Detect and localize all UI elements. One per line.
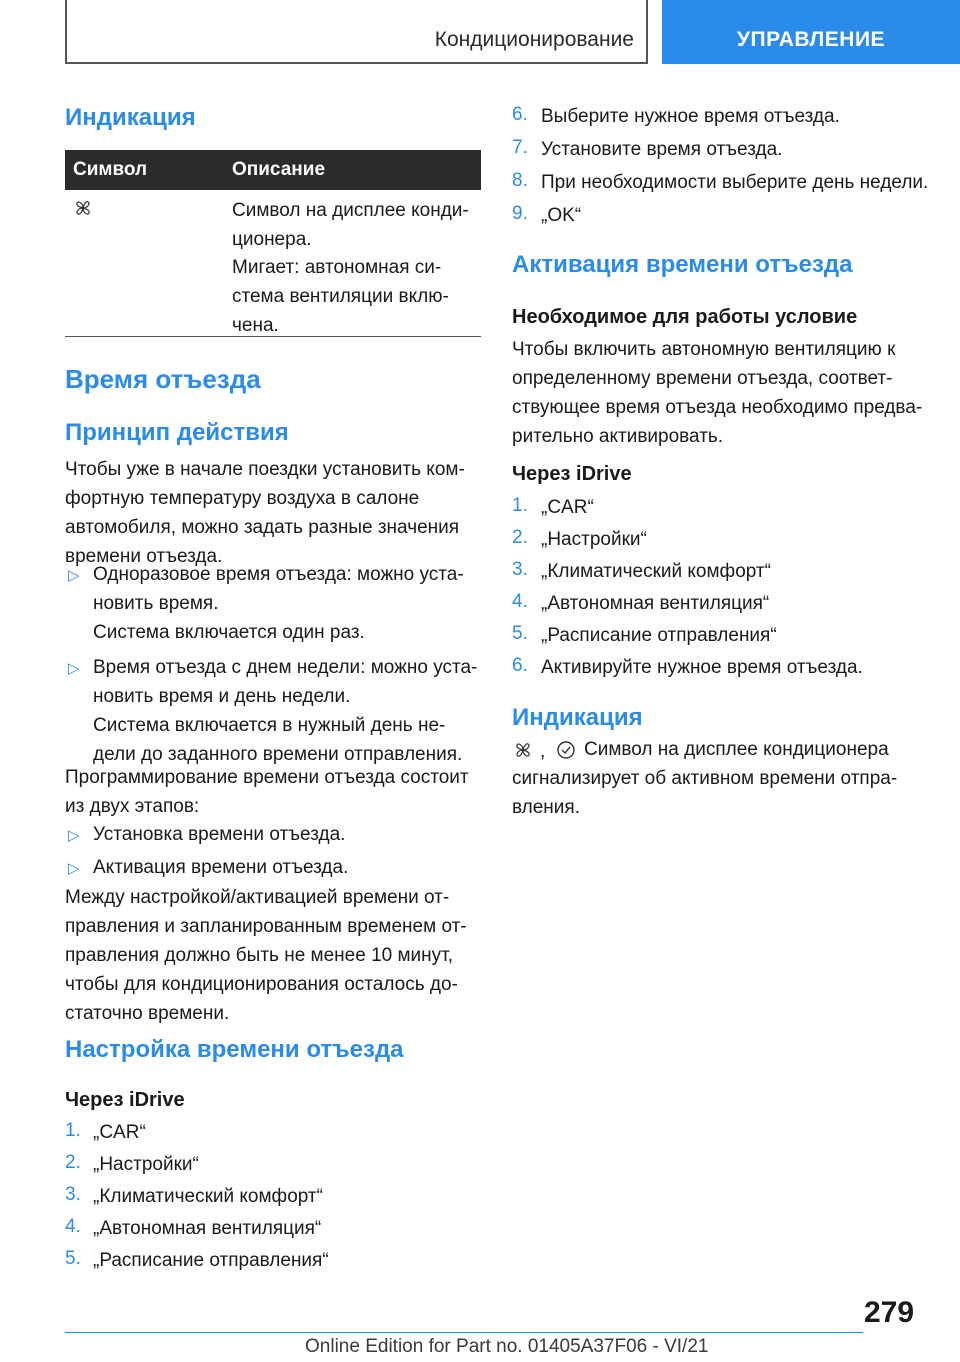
text-line: новить время и день недели. [93, 686, 351, 707]
bullet-item-1-sub: Система включается один раз. [93, 622, 365, 643]
text-line: времени отъезда. [65, 546, 223, 567]
text-line: статочно времени. [65, 1003, 230, 1024]
list-item [512, 203, 932, 236]
requirement-paragraph [512, 335, 922, 451]
step-text: „Расписание отправления“ [93, 1250, 329, 1271]
text-line: Чтобы уже в начале поездки установить ком- [65, 459, 465, 480]
right-steps-cont [512, 104, 932, 236]
bullet-item-2 [93, 653, 477, 711]
list-item [512, 527, 932, 559]
step-number: 8. [512, 170, 528, 191]
text-line: Между настройкой/активацией времени от- [65, 887, 450, 908]
step-number: 6. [512, 655, 528, 676]
list-item [512, 623, 932, 655]
text-line: Время отъезда с днем недели: можно уста- [93, 657, 478, 678]
step-number: 3. [65, 1184, 81, 1205]
via-idrive-left: Через iDrive [65, 1089, 185, 1111]
step-number: 2. [65, 1152, 81, 1173]
list-item [512, 137, 932, 170]
step-number: 1. [65, 1120, 81, 1141]
table-col-symbol: Символ [73, 159, 148, 180]
list-item [65, 1248, 481, 1280]
text-line: из двух этапов: [65, 796, 200, 817]
setting-heading: Настройка времени отъезда [65, 1036, 404, 1063]
text-line: Программирование времени отъезда состоит [65, 767, 469, 788]
step-text: Установите время отъезда. [541, 139, 783, 160]
header-section-box [65, 0, 648, 64]
left-steps-list [65, 1120, 481, 1280]
step-text: „Настройки“ [541, 529, 647, 550]
step-text: „Расписание отправления“ [541, 625, 777, 646]
between-paragraph [65, 883, 467, 1028]
step-text: „Автономная вентиляция“ [93, 1218, 322, 1239]
programming-paragraph [65, 763, 469, 821]
header-tab[interactable] [662, 0, 960, 64]
triangle-right-icon: ▷ [68, 827, 80, 844]
text-line: сигнализирует об активном времени отпра- [512, 768, 898, 789]
text-line: Система включается в нужный день не- [93, 715, 446, 736]
bullet-item-4: Активация времени отъезда. [93, 857, 349, 878]
requirement-heading: Необходимое для работы условие [512, 306, 858, 328]
bullet-item-1 [93, 560, 464, 618]
indication-heading-right: Индикация [512, 704, 643, 731]
step-number: 3. [512, 559, 528, 580]
departure-heading: Время отъезда [65, 364, 261, 394]
page-number: 279 [864, 1296, 915, 1329]
footer-edition: Online Edition for Part no. 01405A37F06 - VI/21 [305, 1336, 709, 1357]
text-line: определенному времени отъезда, соответ- [512, 368, 893, 389]
fan-icon [73, 198, 93, 218]
step-text: „Климатический комфорт“ [541, 561, 771, 582]
step-text: „Настройки“ [93, 1154, 199, 1175]
text-line: автомобиля, можно задать разные значения [65, 517, 460, 538]
list-item [512, 495, 932, 527]
text-line: чена. [232, 315, 279, 336]
triangle-right-icon: ▷ [68, 860, 80, 877]
table-row-desc-1 [232, 196, 469, 254]
table-row-desc-2 [232, 253, 449, 340]
list-item [65, 1184, 481, 1216]
header-tab-label: УПРАВЛЕНИЕ [736, 28, 886, 51]
text-line: стема вентиляции вклю- [232, 286, 449, 307]
right-steps-list [512, 495, 932, 687]
text-line: правления и запланированным временем от- [65, 916, 467, 937]
list-item [512, 559, 932, 591]
principle-heading: Принцип действия [65, 419, 289, 446]
table-header [65, 150, 481, 190]
text-line: рительно активировать. [512, 426, 724, 447]
text-line: чтобы для кондиционирования осталось до- [65, 974, 458, 995]
step-text: Выберите нужное время отъезда. [541, 106, 840, 127]
list-item [65, 1216, 481, 1248]
text-line: вления. [512, 797, 580, 818]
footer-rule [65, 1332, 863, 1333]
step-number: 7. [512, 137, 528, 158]
bullet-item-2-sub [93, 711, 462, 769]
step-number: 1. [512, 495, 528, 516]
step-number: 6. [512, 104, 528, 125]
table-col-description: Описание [232, 159, 326, 180]
triangle-right-icon: ▷ [68, 567, 80, 584]
step-text: „CAR“ [93, 1122, 146, 1143]
step-number: 4. [65, 1216, 81, 1237]
step-number: 9. [512, 203, 528, 224]
header-section-title: Кондиционирование [434, 28, 634, 51]
indication-comma: , [540, 741, 546, 762]
step-number: 5. [512, 623, 528, 644]
list-item [512, 170, 932, 203]
table-bottom-rule [65, 336, 481, 337]
text-line: Символ на дисплее кондиционера [584, 739, 889, 760]
text-line: Мигает: автономная си- [232, 257, 442, 278]
step-text: „Климатический комфорт“ [93, 1186, 323, 1207]
step-text: Активируйте нужное время отъезда. [541, 657, 863, 678]
indication-heading-left: Индикация [65, 104, 196, 131]
text-line: новить время. [93, 593, 219, 614]
intro-paragraph [65, 455, 465, 571]
text-line: фортную температуру воздуха в салоне [65, 488, 420, 509]
text-line: Чтобы включить автономную вентиляцию к [512, 339, 896, 360]
via-idrive-right: Через iDrive [512, 463, 632, 485]
activation-heading: Активация времени отъезда [512, 251, 853, 278]
step-text: При необходимости выберите день недели. [541, 172, 929, 193]
list-item [512, 655, 932, 687]
list-item [65, 1152, 481, 1184]
step-text: „OK“ [541, 205, 582, 226]
text-line: Символ на дисплее конди- [232, 200, 469, 221]
step-number: 2. [512, 527, 528, 548]
indication-paragraph [512, 735, 932, 822]
text-line: Одноразовое время отъезда: можно уста- [93, 564, 464, 585]
step-number: 5. [65, 1248, 81, 1269]
triangle-right-icon: ▷ [68, 660, 80, 677]
list-item [512, 104, 932, 137]
list-item [512, 591, 932, 623]
text-line: правления должно быть не менее 10 минут, [65, 945, 454, 966]
text-line: дели до заданного времени отправления. [93, 744, 463, 765]
list-item [65, 1120, 481, 1152]
step-number: 4. [512, 591, 528, 612]
text-line: ствующее время отъезда необходимо предва- [512, 397, 923, 418]
text-line: ционера. [232, 229, 312, 250]
bullet-item-3: Установка времени отъезда. [93, 824, 346, 845]
step-text: „Автономная вентиляция“ [541, 593, 770, 614]
step-text: „CAR“ [541, 497, 594, 518]
